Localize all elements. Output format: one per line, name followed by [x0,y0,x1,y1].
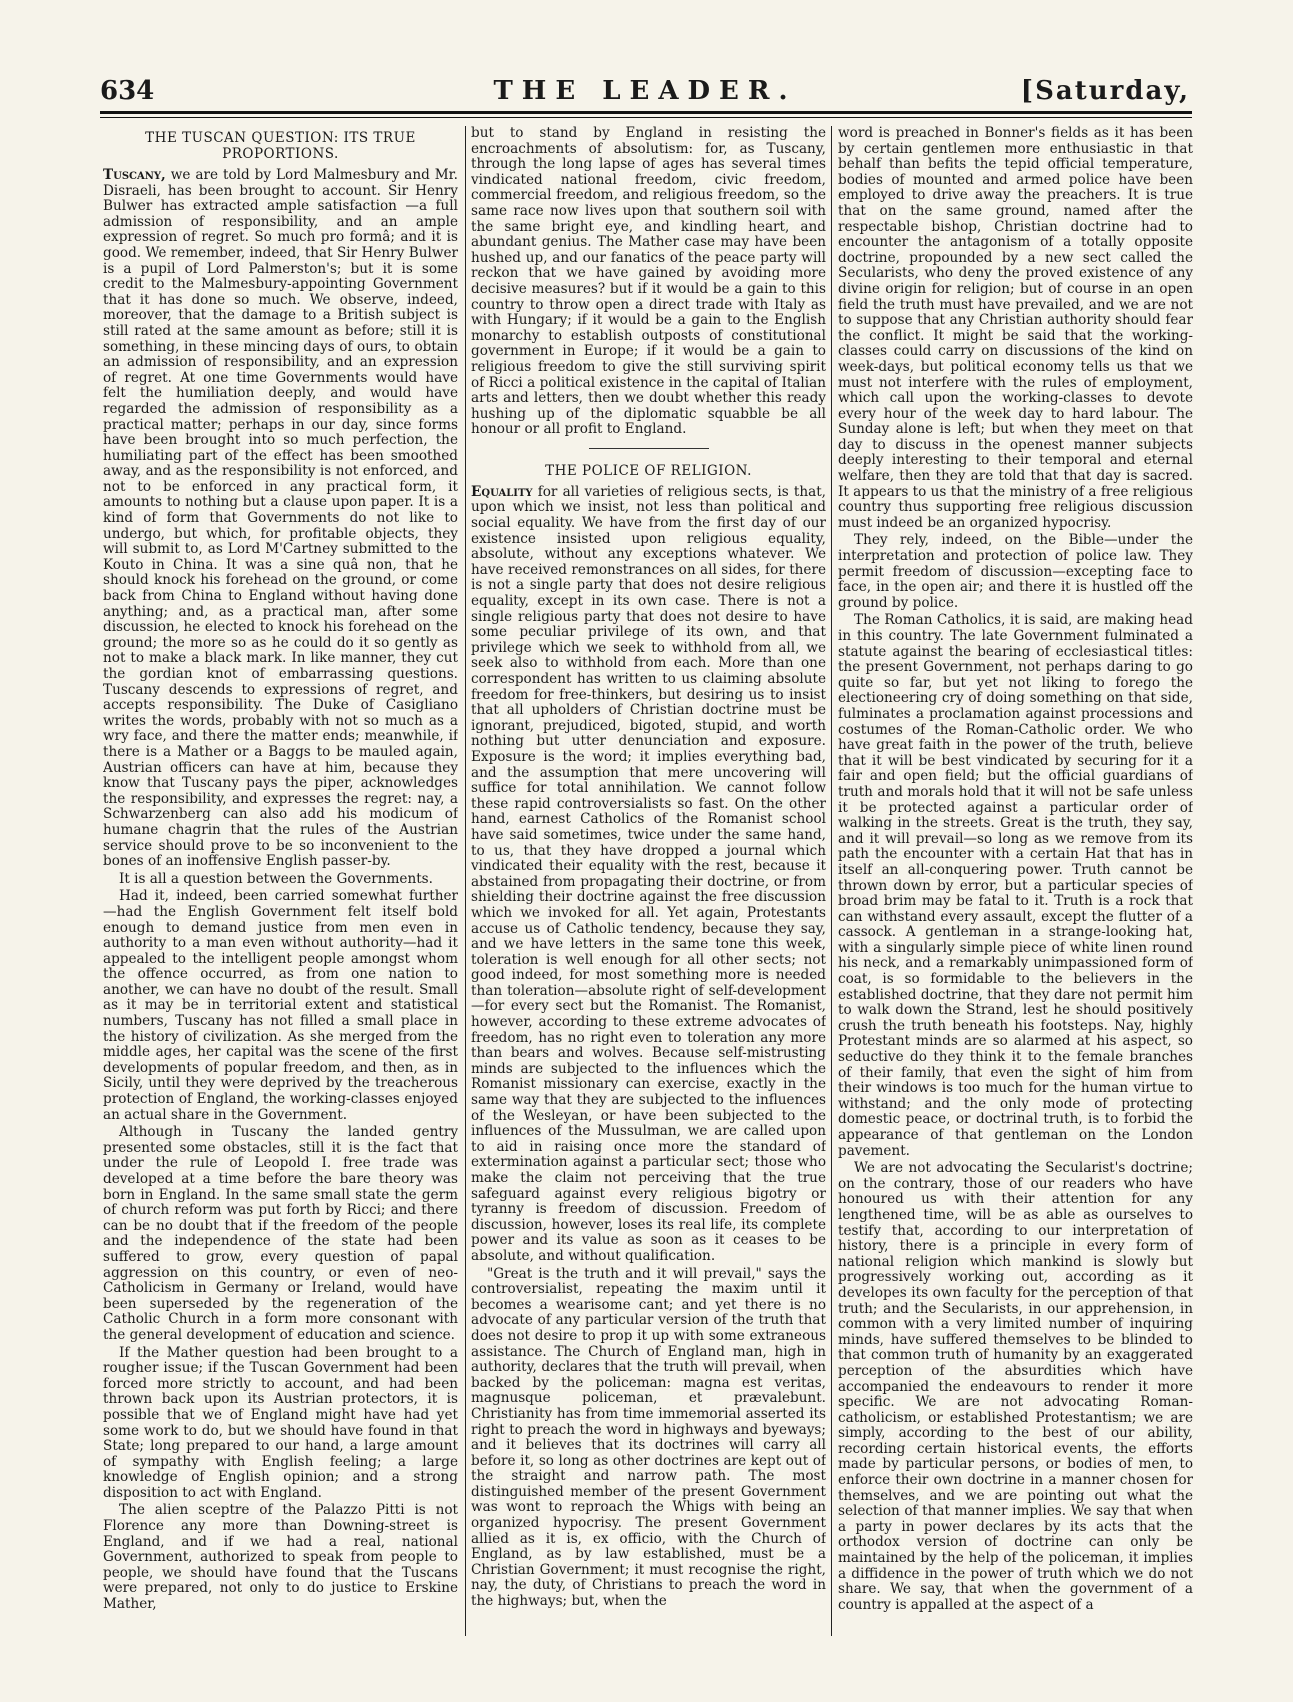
article-paragraph: They rely, indeed, on the Bible—under the interpretation and protection of police law. They permit freedom of discussion—excepting face to face, in the open air; and there it is hustled off the ground by police. [838,532,1193,611]
lead-word: Equality [471,483,533,500]
article-paragraph: It is all a question between the Governments. [119,870,433,887]
article-paragraph: The alien sceptre of the Palazzo Pitti is not Florence any more than Downing-street is England, and if we had a real, national Government, authorized to speak from people to people, we should have found that the Tuscans were prepared, not only to do justice to Erskine Mather, [103,1502,458,1613]
article-paragraph: If the Mather question had been brought to a rougher issue; if the Tuscan Government had been forced more strictly to account, and had been thrown back upon its Austrian protectors, it is possible that we of England might have had yet some work to do, but we should have found in that State; long prepared to our hand, a large amount of sympathy with English feeling; a large knowledge of English opinion; and a strong disposition to act with England. [103,1344,458,1501]
article-heading: THE TUSCAN QUESTION: ITS TRUE PROPORTIONS. [145,130,416,162]
column-2 [471,126,826,1641]
column-divider [831,126,832,1636]
article-paragraph [471,485,826,1265]
lead-word: Tuscany, [103,167,166,183]
article-paragraph: The Roman Catholics, it is said, are making head in this country. The late Government fulminated a statute against the bearing of ecclesiastical titles: the present Government, not perhaps daring to go quite so far, but yet not liking to forego the electioneering cry of doing something on that side, fulminates a proclamation against processions and costumes of the Roman-Catholic order. We who have great faith in the power of the truth, believe that it will be best vindicated by securing for it a fair and open field; but the official guardians of truth and morals hold that it will not be safe unless it be protected against a particular order of walking in the streets. Great is the truth, they say, and it will prevail—so long as we remove from its path the encounter with a certain Hat that has in itself an all-conquering power. Truth cannot be thrown down by error, but a particular species of broad brim may be fatal to it. Truth is a rock that can withstand every assault, except the flutter of a cassock. A gentleman in a strange-looking hat, with a singularly simple piece of white linen round his neck, and a remarkably unimpassioned form of coat, is so formidable to the believers in the established doctrine, that they dare not permit him to walk down the Strand, lest he should positively crush the truth beneath his footsteps. Nay, highly Protestant minds are so alarmed at his aspect, so seductive do they think it to the female branches of their family, that even the sight of him from their windows is too much for the human virtue to withstand; and the only mode of protecting domestic peace, or doctrinal truth, is to forbid the appearance of that gentleman on the London pavement. [838,612,1193,1159]
article-paragraph: Although in Tuscany the landed gentry presented some obstacles, still it is the fact that under the rule of Leopold I. free trade was developed at a time before the bare theory was born in England. In the same small state the germ of church reform was put forth by Ricci; and there can be no doubt that if the freedom of the people and the independence of the state had been suffered to grow, every question of papal aggression on this country, or even of neo-Catholicism in Germany or Ireland, would have been superseded by the regeneration of the Catholic Church in a form more consonant with the general development of education and science. [103,1124,458,1343]
article-separator [589,448,709,449]
article-paragraph: Had it, indeed, been carried somewhat further —had the English Government felt itself bold enough to demand justice from men even in authority to a man even without authority—had it appealed to the intelligent people amongst whom the offence occurred, as from one nation to another, we can have no doubt of the result. Small as it may be in territorial extent and statistical numbers, Tuscany has not filled a small place in the history of civilization. As she merged from the middle ages, her capital was the scene of the first developments of popular freedom, and then, as in Sicily, until they were deprived by the treacherous protection of England, the working-classes enjoyed an actual share in the Government. [103,888,458,1123]
masthead-rule-thick [100,111,1192,114]
article-paragraph: We are not advocating the Secularist's doctrine; on the contrary, those of our readers who have honoured us with their attention for any lengthened time, will be as able as ourselves to testify that, according to our interpretation of history, there is a principle in every form of national religion which mankind is slowly but progressively working out, according as it developes its own faculty for the perception of that truth; and the Secularists, in our apprehension, in common with a very limited number of inquiring minds, have suffered themselves to be blinded to that common truth of humanity by an exaggerated perception of the absurdities which have accompanied the endeavours to render it more specific. We are not advocating Roman-catholicism, or established Protestantism; we are simply, according to the best of our ability, recording certain historical events, the efforts made by particular persons, or bodies of men, to enforce their own doctrine in a manner chosen for themselves, and we are pointing out what the selection of that manner implies. We say that when a party in power declares by its acts that the orthodox version of doctrine can only be maintained by the help of the policeman, it implies a diffidence in the power of truth which we do not share. We say, that when the government of a country is appalled at the aspect of a [838,1160,1193,1613]
newspaper-title: THE LEADER. [493,76,797,106]
masthead [100,76,1190,116]
article-paragraph: word is preached in Bonner's fields as it has been by certain gentlemen more enthusiastic in that behalf than befits the tepid official temperature, bodies of mounted and armed police have been employed to drive away the preachers. It is true that on the same ground, named after the respectable bishop, Christian doctrine had to encounter the antagonism of a totally opposite doctrine, propounded by a new sect called the Secularists, who deny the proved existence of any divine origin for religion; but of course in an open field the truth must have prevailed, and we are not to suppose that any Christian authority should fear the conflict. It might be said that the working-classes could carry on discussions of the kind on week-days, but political economy tells us that we must not interfere with the rules of employment, which call upon the working-classes to devote every hour of the week day to hard labour. The Sunday alone is left; but when they meet on that day to discuss in the openest manner subjects deeply interesting to their temporal and eternal welfare, then they are told that that day is sacred. It appears to us that the ministry of a free religious country thus supporting free religious discussion must indeed be an organized hypocrisy. [838,126,1193,531]
article-paragraph: but to stand by England in resisting the encroachments of absolutism: for, as Tuscany, through the long lapse of ages has several times vindicated national freedom, civic freedom, commercial freedom, and religious freedom, so the same race now lives upon that southern soil with the same bright eye, and kindling heart, and abundant genius. The Mather case may have been hushed up, and our fanatics of the peace party will reckon that we have gained by avoiding more decisive measures? but if it would be a gain to this country to throw open a direct trade with Italy as with Hungary; if it would be a gain to the English monarchy to establish outposts of constitutional government in Europe; if it would be a gain to religious freedom to give the still surviving spirit of Ricci a political existence in the capital of Italian arts and letters, then we doubt whether this ready hushing up of the diplomatic squabble be all honour or all profit to England. [471,126,826,438]
column-3 [838,126,1193,1641]
article-paragraph [103,168,458,870]
paragraph-text: we are told by Lord Malmesbury and Mr. Disraeli, has been brought to account. Sir Henry Bulwer has extracted ample satisfaction —a full admission of responsibility, and an ample expression of regret. So much pro formâ; and it is good. We remember, indeed, that Sir Henry Bulwer is a pupil of Lord Palmerston's; but it is some credit to the Malmesbury-appointing Government that it has done so much. We observe, indeed, moreover, that the damage to a British subject is still rated at the same amount as before; still it is something, in these mincing days of ours, to obtain an admission of responsibility, and an expression of regret. At one time Governments would have felt the humiliation deeply, and would have regarded the admission of responsibility as a practical matter; perhaps in our day, since forms have been brought into so much perfection, the humiliating part of the effect has been smoothed away, and as the responsibility is not enforced, and not to be enforced in any practical form, it amounts to nothing but a clause upon paper. It is a kind of form that Governments do not like to undergo, but which, for profitable objects, they will submit to, as Lord M'Cartney submitted to the Kouto in China. It was a sine quâ non, that he should knock his forehead on the ground, or come back from China to England without having done anything; and, as a practical man, after some discussion, he elected to knock his forehead on the ground; the more so as he could do it so gently as not to make a black mark. In like manner, they cut the gordian knot of embarrassing questions. Tuscany descends to expressions of regret, and accepts responsibility. The Duke of Casigliano writes the words, probably with not so much as a wry face, and there the matter ends; meanwhile, if there is a Mather or a Baggs to be mauled again, Austrian officers can have at him, because they know that Tuscany pays the piper, acknowledges the responsibility, and expresses the regret: nay, a Schwarzenberg can also add his modicum of humane chagrin that the rules of the Austrian service should prove to be so inconvenient to the bones of an inoffensive English passer-by. [103,167,458,870]
article-paragraph: "Great is the truth and it will prevail," says the controversialist, repeating the maxim until it becomes a wearisome cant; and yet there is no advocate of any particular version of the truth that does not desire to prop it up with some extraneous assistance. The Church of England man, high in authority, declares that the truth will prevail, when backed by the policeman: magna est veritas, magnusque policeman, et prævalebunt. Christianity has from time immemorial asserted its right to preach the word in highways and byeways; and it believes that its doctrines will carry all before it, so long as other doctrines are kept out of the straight and narrow path. The most distinguished member of the present Government was wont to reproach the Whigs with being an organized hypocrisy. The present Government allied as it is, ex officio, with the Church of England, as by law established, must be a Christian Government; it must recognise the right, nay, the duty, of Christians to preach the word in the highways; but, when the [471,1265,826,1610]
paragraph-text: for all varieties of religious sects, is that, upon which we insist, not less than political and social equality. We have from the first day of our existence insisted upon religious equality, absolute, without any exceptions whatever. We have received remonstrances on all sides, for there is not a single party that does not desire religious equality, except in its own case. There is not a single religious party that does not desire to have some peculiar privilege of its own, and that privilege which we seek to withhold from all, we seek also to withhold from each. More than one correspondent has written to us claiming absolute freedom for free-thinkers, but desiring us to insist that all upholders of Christian doctrine must be ignorant, prejudiced, bigoted, stupid, and worth nothing but utter denunciation and exposure. Exposure is the word; it implies everything bad, and the assumption that mere uncovering will suffice for total annihilation. We cannot follow these rapid controversialists so fast. On the other hand, earnest Catholics of the Romanist school have said sometimes, twice under the same hand, to us, that they have dropped a journal which vindicated their equality with the rest, because it abstained from propagating their doctrine, or from shielding their doctrine against the free discussion which we invoked for all. Yet again, Protestants accuse us of Catholic tendency, because they say, and we have letters in the same tone this week, toleration is well enough for all other sects; not good indeed, for most something more is needed than toleration—absolute right of self-development—for every sect but the Romanist. The Romanist, however, according to these extreme advocates of freedom, has no right even to toleration any more than bears and wolves. Because self-mistrusting minds are subjected to the influences which the Romanist missionary can exercise, exactly in the same way that they are subjected to the influences of the Wesleyan, or have been subjected to the influences of the Mussulman, we are called upon to aid in raising once more the standard of extermination against a particular sect; those who make the claim not perceiving that the true safeguard against every religious bigotry or tyranny is freedom of discussion. Freedom of discussion, however, loses its real life, its complete power and its value as soon as it ceases to be absolute, and without qualification. [471,483,826,1264]
column-1 [103,126,458,1641]
article-heading: THE POLICE OF RELIGION. [545,462,752,479]
issue-day: [Saturday, [1020,76,1190,106]
masthead-rule-thin [100,117,1192,118]
column-divider [465,126,466,1636]
page-number: 634 [100,76,155,106]
